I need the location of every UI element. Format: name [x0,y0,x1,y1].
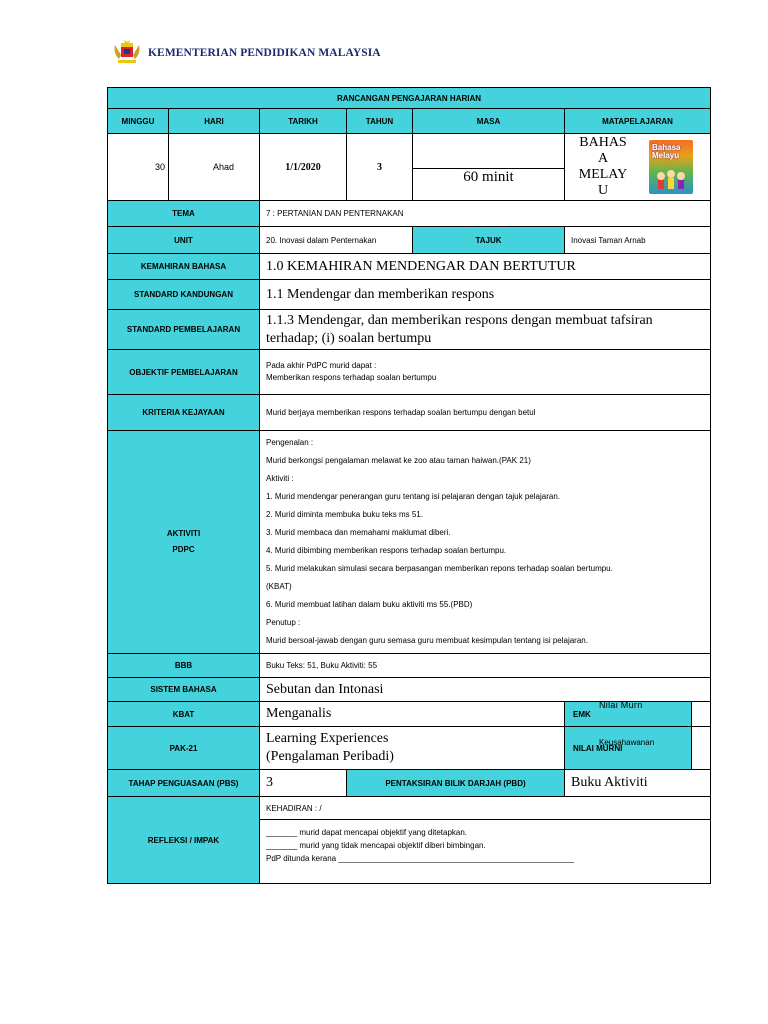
refleksi-label: REFLEKSI / IMPAK [108,797,260,884]
nilai-murni-label: NILAI MURNI [565,727,692,769]
pbd-value: Buku Aktiviti [565,770,711,797]
aktiviti-line: Penutup : [266,618,301,627]
pak21-value: Learning Experiences (Pengalaman Peribadi) [260,727,565,770]
standard-pembelajaran-value: 1.1.3 Mendengar, dan memberikan respons dengan membuat tafsiran terhadap; (i) soalan bertumpu [260,310,711,350]
aktiviti-line: Pengenalan : [266,438,314,447]
aktiviti-label: AKTIVITI PDPC [108,431,260,654]
aktiviti-line: 2. Murid diminta membuka buku teks ms 51. [266,510,423,519]
objektif-value: Pada akhir PdPC murid dapat : Memberikan respons terhadap soalan bertumpu [260,350,711,395]
masa-cell [413,134,565,201]
aktiviti-line: 4. Murid dibimbing memberikan respons terhadap soalan bertumpu. [266,546,507,555]
refleksi-line: PdP ditunda kerana _____________________________________________________ [266,854,575,863]
hari-value: Ahad [169,134,260,201]
table-title: RANCANGAN PENGAJARAN HARIAN [108,88,711,109]
minggu-value: 30 [108,134,169,201]
column-hari: HARI [169,109,260,134]
aktiviti-line: (KBAT) [266,582,292,591]
column-minggu: MINGGU [108,109,169,134]
bbb-label: BBB [108,654,260,678]
aktiviti-line: 5. Murid melakukan simulasi secara berpasangan memberikan repons terhadap soalan bertumpu. [266,564,613,573]
sistem-bahasa-value: Sebutan dan Intonasi [260,678,711,702]
standard-pembelajaran-label: STANDARD PEMBELAJARAN [108,310,260,350]
kemahiran-value: 1.0 KEMAHIRAN MENDENGAR DAN BERTUTUR [260,254,711,280]
tajuk-value: Inovasi Taman Arnab [565,227,711,254]
textbook-cover-title: Bahasa Melayu [652,143,681,160]
pbd-label: PENTAKSIRAN BILIK DARJAH (PBD) [347,770,565,797]
ministry-name: KEMENTERIAN PENDIDIKAN MALAYSIA [148,47,381,59]
aktiviti-line: Murid bersoal-jawab dengan guru semasa guru membuat kesimpulan tentang isi pelajaran. [266,636,588,645]
aktiviti-line: Aktiviti : [266,474,294,483]
tahap-value: 3 [260,770,347,797]
subject-cell [565,134,711,201]
bbb-value: Buku Teks: 51, Buku Aktiviti: 55 [260,654,711,678]
kriteria-label: KRITERIA KEJAYAAN [108,395,260,431]
aktiviti-line: 6. Murid membuat latihan dalam buku aktiviti ms 55.(PBD) [266,600,473,609]
aktiviti-line: 1. Murid mendengar penerangan guru tentang isi pelajaran dengan tajuk pelajaran. [266,492,560,501]
masa-blank [413,149,564,169]
refleksi-line: _______ murid dapat mencapai objektif yang ditetapkan. [266,828,468,837]
column-matapelajaran: MATAPELAJARAN [565,109,711,134]
tema-label: TEMA [108,201,260,227]
column-masa: MASA [413,109,565,134]
column-tarikh: TARIKH [260,109,347,134]
standard-kandungan-label: STANDARD KANDUNGAN [108,280,260,310]
aktiviti-content [260,431,711,654]
unit-value: 20. Inovasi dalam Penternakan [260,227,413,254]
lesson-plan-table [107,87,711,884]
aktiviti-line: Murid berkongsi pengalaman melawat ke zoo atau taman haiwan.(PAK 21) [266,456,531,465]
page-header [112,38,381,68]
children-illustration-icon [649,140,693,194]
coat-of-arms-icon [112,39,142,67]
emk-label: EMK [565,702,692,726]
unit-label: UNIT [108,227,260,254]
kbat-value: Menganalis [260,702,565,727]
tema-value: 7 : PERTANIAN DAN PENTERNAKAN [260,201,711,227]
aktiviti-line: 3. Murid membaca dan memahami maklumat diberi. [266,528,451,537]
kbat-label: KBAT [108,702,260,727]
tahun-value: 3 [347,134,413,201]
nilai-cell [565,727,711,770]
refleksi-line: _______ murid yang tidak mencapai objektif diberi bimbingan. [266,841,486,850]
refleksi-content [260,797,711,884]
pak21-label: PAK-21 [108,727,260,770]
kriteria-value: Murid berjaya memberikan respons terhadap soalan bertumpu dengan betul [260,395,711,431]
subject-name: BAHAS A MELAY U [578,135,628,198]
textbook-cover-image [649,140,693,194]
tahap-label: TAHAP PENGUASAAN (PBS) [108,770,260,797]
masa-value: 60 minit [463,168,514,185]
standard-kandungan-value: 1.1 Mendengar dan memberikan respons [260,280,711,310]
nilai-murni-value: Keusahawanan [599,738,655,747]
objektif-label: OBJEKTIF PEMBELAJARAN [108,350,260,395]
tarikh-value: 1/1/2020 [260,134,347,201]
tajuk-label: TAJUK [413,227,565,254]
kemahiran-label: KEMAHIRAN BAHASA [108,254,260,280]
column-tahun: TAHUN [347,109,413,134]
emk-value: Nilai Murn [599,700,643,710]
sistem-bahasa-label: SISTEM BAHASA [108,678,260,702]
kehadiran-line: KEHADIRAN : / [260,797,710,820]
